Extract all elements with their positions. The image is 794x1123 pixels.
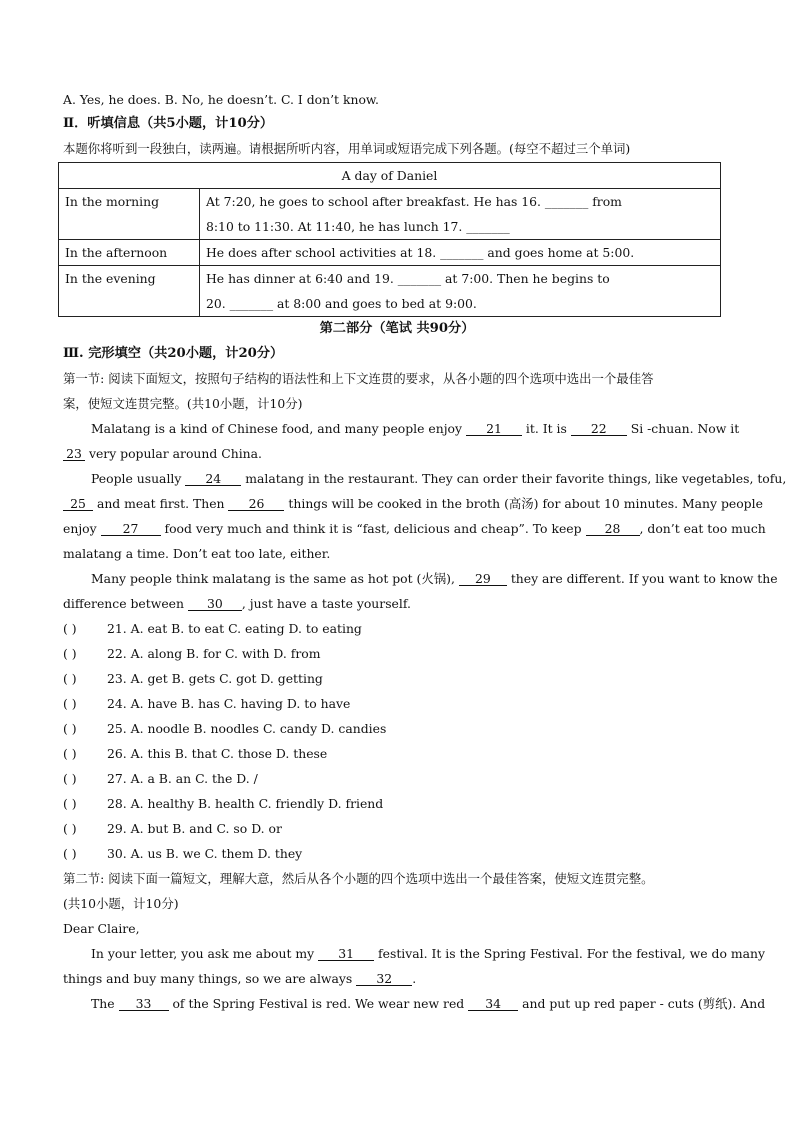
letter-line-3 — [91, 996, 765, 1012]
option-text: 26. A. this B. that C. those D. these — [107, 746, 328, 761]
option-text: 27. A. a B. an C. the D. / — [107, 771, 258, 786]
blank-32[interactable]: 32 — [356, 972, 412, 986]
blank-34[interactable]: 34 — [468, 997, 518, 1011]
text-run: . — [412, 971, 417, 986]
section-iii-heading: Ⅲ. 完形填空（共20小题，计20分） — [63, 346, 284, 361]
part-two-title: 第二部分（笔试 共90分） — [319, 321, 475, 336]
text-run: it. It is — [521, 421, 571, 436]
answer-paren[interactable]: ( ) — [63, 646, 77, 661]
text-run: they are different. If you want to know the — [506, 571, 778, 586]
option-text: 23. A. get B. gets C. got D. getting — [107, 671, 323, 686]
evening-line-2: 20. _______ at 8:00 and goes to bed at 9:00. — [206, 296, 477, 311]
row-label-morning: In the morning — [59, 189, 200, 240]
row-content-evening — [200, 266, 721, 317]
answer-paren[interactable]: ( ) — [63, 821, 77, 836]
blank-23[interactable]: 23 — [63, 447, 85, 461]
text-run: festival. It is the Spring Festival. For the festival, we do many — [374, 946, 765, 961]
option-row-28 — [63, 796, 383, 812]
section-ii-instruction: 本题你将听到一段独白，读两遍。请根据所听内容，用单词或短语完成下列各题。(每空不超过三个单词) — [63, 141, 631, 156]
option-text: 21. A. eat B. to eat C. eating D. to eating — [107, 621, 362, 636]
blank-28[interactable]: 28 — [586, 522, 640, 536]
section-ii-heading: Ⅱ．听填信息（共5小题，计10分） — [63, 116, 274, 131]
option-text: 30. A. us B. we C. them D. they — [107, 846, 303, 861]
row-label-evening: In the evening — [59, 266, 200, 317]
blank-26[interactable]: 26 — [228, 497, 284, 511]
answer-paren[interactable]: ( ) — [63, 796, 77, 811]
answer-paren[interactable]: ( ) — [63, 621, 77, 636]
morning-line-2: 8:10 to 11:30. At 11:40, he has lunch 17. _______ — [206, 219, 510, 234]
passage-p3-line-1 — [91, 571, 778, 587]
option-row-22 — [63, 646, 321, 662]
text-run: , just have a taste yourself. — [241, 596, 411, 611]
text-run: of the Spring Festival is red. We wear new red — [168, 996, 469, 1011]
answer-paren[interactable]: ( ) — [63, 746, 77, 761]
text-run: food very much and think it is “fast, delicious and cheap”. To keep — [160, 521, 586, 536]
option-text: 24. A. have B. has C. having D. to have — [107, 696, 351, 711]
answer-paren[interactable]: ( ) — [63, 846, 77, 861]
letter-greeting: Dear Claire, — [63, 921, 140, 936]
passage-p3-line-2 — [63, 596, 411, 612]
section-1-intro-line-2: 案，使短文连贯完整。(共10小题，计10分) — [63, 396, 303, 411]
option-text: 22. A. along B. for C. with D. from — [107, 646, 321, 661]
option-row-26 — [63, 746, 327, 762]
option-row-27 — [63, 771, 258, 787]
option-row-23 — [63, 671, 323, 687]
prior-question-options: A. Yes, he does. B. No, he doesn’t. C. I don’t know. — [63, 92, 379, 107]
text-run: Many people think malatang is the same as hot pot (火锅), — [91, 571, 459, 586]
blank-31[interactable]: 31 — [318, 947, 374, 961]
text-run: , don’t eat too much — [639, 521, 766, 536]
option-row-21 — [63, 621, 362, 637]
text-run: The — [91, 996, 119, 1011]
passage-p2-line-4: malatang a time. Don’t eat too late, either. — [63, 546, 331, 561]
option-row-25 — [63, 721, 386, 737]
section-1-intro-line-1: 第一节: 阅读下面短文，按照句子结构的语法性和上下文连贯的要求，从各小题的四个选项中选出一个最佳答 — [63, 371, 654, 386]
option-text: 29. A. but B. and C. so D. or — [107, 821, 282, 836]
text-run: very popular around China. — [85, 446, 262, 461]
text-run: difference between — [63, 596, 188, 611]
answer-paren[interactable]: ( ) — [63, 721, 77, 736]
blank-22[interactable]: 22 — [571, 422, 627, 436]
letter-line-2 — [63, 971, 416, 987]
text-run: and meat first. Then — [93, 496, 229, 511]
answer-paren[interactable]: ( ) — [63, 771, 77, 786]
blank-21[interactable]: 21 — [466, 422, 522, 436]
option-text: 25. A. noodle B. noodles C. candy D. candies — [107, 721, 387, 736]
blank-30[interactable]: 30 — [188, 597, 242, 611]
passage-p1-line-2 — [63, 446, 262, 462]
passage-p2-line-1 — [91, 471, 786, 487]
listening-info-table — [58, 162, 721, 317]
text-run: People usually — [91, 471, 186, 486]
option-row-24 — [63, 696, 350, 712]
passage-p1-line-1 — [91, 421, 739, 437]
option-row-30 — [63, 846, 302, 862]
blank-25[interactable]: 25 — [63, 497, 93, 511]
answer-paren[interactable]: ( ) — [63, 696, 77, 711]
table-title: A day of Daniel — [59, 163, 721, 189]
section-2-intro-line-2: (共10小题，计10分) — [63, 896, 179, 911]
text-run: In your letter, you ask me about my — [91, 946, 319, 961]
blank-27[interactable]: 27 — [101, 522, 161, 536]
text-run: things will be cooked in the broth (高汤) for about 10 minutes. Many people — [284, 496, 763, 511]
passage-p2-line-3 — [63, 521, 766, 537]
text-run: Malatang is a kind of Chinese food, and many people enjoy — [91, 421, 466, 436]
answer-paren[interactable]: ( ) — [63, 671, 77, 686]
option-text: 28. A. healthy B. health C. friendly D. friend — [107, 796, 384, 811]
text-run: malatang in the restaurant. They can order their favorite things, like vegetables, tofu, — [241, 471, 787, 486]
row-content-afternoon: He does after school activities at 18. _______ and goes home at 5:00. — [200, 240, 721, 266]
row-content-morning — [200, 189, 721, 240]
blank-29[interactable]: 29 — [459, 572, 507, 586]
option-row-29 — [63, 821, 282, 837]
text-run: enjoy — [63, 521, 101, 536]
blank-33[interactable]: 33 — [119, 997, 169, 1011]
text-run: and put up red paper - cuts (剪纸). And — [518, 996, 766, 1011]
text-run: Si -chuan. Now it — [626, 421, 740, 436]
text-run: things and buy many things, so we are always — [63, 971, 357, 986]
section-2-intro-line-1: 第二节: 阅读下面一篇短文，理解大意，然后从各个小题的四个选项中选出一个最佳答案，使短文连贯完整。 — [63, 871, 654, 886]
letter-line-1 — [91, 946, 765, 962]
row-label-afternoon: In the afternoon — [59, 240, 200, 266]
evening-line-1: He has dinner at 6:40 and 19. _______ at 7:00. Then he begins to — [206, 271, 610, 286]
blank-24[interactable]: 24 — [185, 472, 241, 486]
passage-p2-line-2 — [63, 496, 763, 512]
morning-line-1: At 7:20, he goes to school after breakfast. He has 16. _______ from — [206, 194, 622, 209]
